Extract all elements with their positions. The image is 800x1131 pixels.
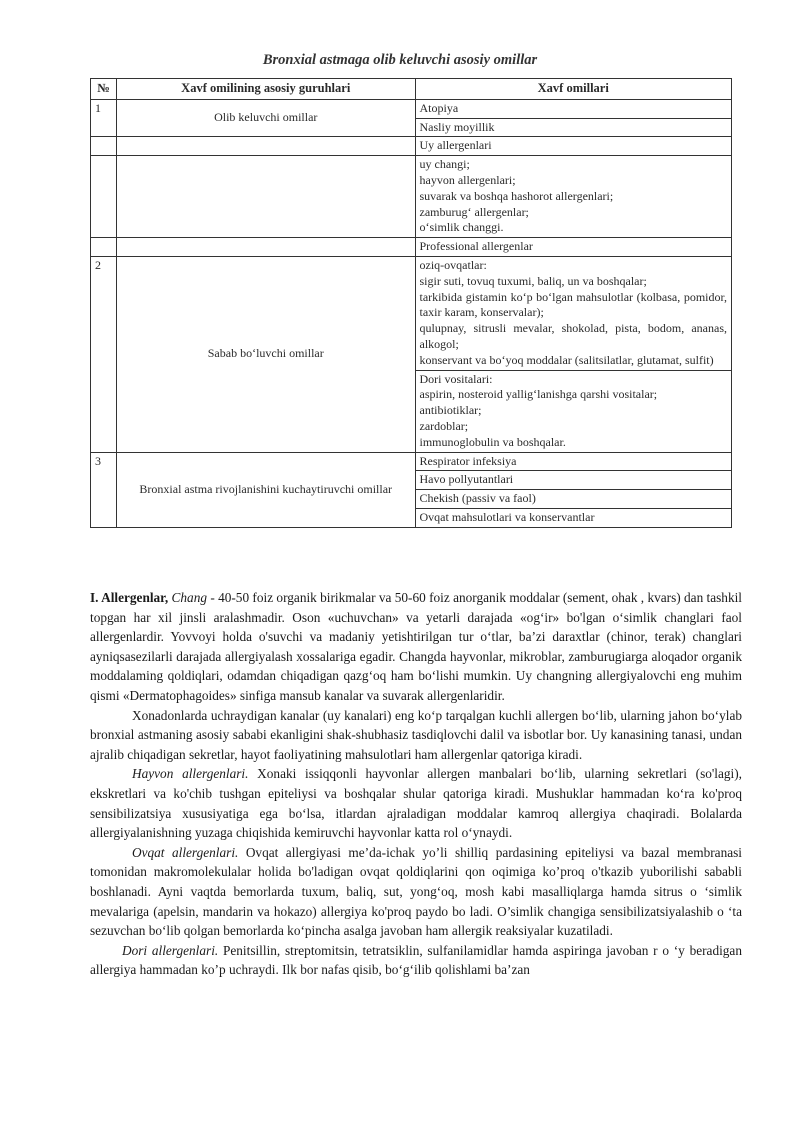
section-heading: I. Allergenlar, [90, 590, 169, 605]
group-name: Olib keluvchi omillar [116, 99, 415, 137]
term-chang: Chang [171, 590, 207, 605]
list-item: sigir suti, tovuq tuxumi, baliq, un va boshqalar; [419, 273, 647, 288]
risk-factors-table [90, 78, 732, 528]
row-number: 1 [91, 99, 117, 137]
table-row [91, 256, 732, 370]
paragraph-mites: Xonadonlarda uchraydigan kanalar (uy kanalari) eng ko‘p tarqalgan kuchli allergen bo‘lib, ularning jahon bo‘ylab bronxial astmaning asosiy sababi ekanligini shak-shubhasiz tasdiqlovchi dalil va isbotlar bor. Uy kanasining tanasi, undan ajralib chiqadigan sekretlar, hayot faoliyatining mahsulotlari ham allergenlar qatoriga kiradi. [90, 707, 742, 762]
list-item: oziq-ovqatlar: [419, 257, 487, 272]
factor-cell: Ovqat mahsulotlari va konservantlar [415, 508, 732, 527]
factor-cell: Respirator infeksiya [415, 452, 732, 471]
group-name: Bronxial astma rivojlanishini kuchaytiruvchi omillar [116, 452, 415, 527]
factor-cell: Atopiya [415, 99, 732, 118]
paragraph-text: - 40-50 foiz organik birikmalar va 50-60 foiz anorganik moddalar (sement, ohak , kvars) dan tashkil topgan har xil jinsli aralashmadir. Oson «uchuvchan» va yetarli darajada «og‘ir» bo'lgan o‘simlik changlari faol allergenlardir. Yovvoyi holda o'suvchi va madaniy yetishtirilgan tur o‘tlar, ba’zi daraxtlar (chinor, terak) changlari ayniqsasezilarli darajada allergiyalash xossalariga egadir. Changda hayvonlar, mikroblar, zamburugiarga aloqador organik moddalaming qoldiqlari, odamdan chiqadigan qazg‘oq ham bo‘lishi mumkin. Uy changning allergiyalovchi eng muhim qismi «Dermatophagoides» sinfiga mansub kanalar va suvarak allergenlaridir. [90, 590, 742, 703]
empty-cell [116, 156, 415, 238]
list-item: o‘simlik changgi. [419, 220, 504, 235]
term-food: Ovqat allergenlari. [132, 844, 239, 860]
list-item: tarkibida gistamin ko‘p bo‘lgan mahsulotlar (kolbasa, pomidor, taxir karam, konservalar); [419, 289, 727, 320]
list-item: konservant va bo‘yoq moddalar (salitsilatlar, glutamat, sulfit) [419, 352, 714, 367]
header-factors: Xavf omillari [415, 79, 732, 100]
paragraph-text: Penitsillin, streptomitsin, tetratsiklin, sulfanilamidlar hamda aspiringa javoban r o ‘y beradigan allergiya hammadan ko’p uchraydi. Ilk bor nafas qisib, bo‘g‘ilib qolishlami ba’zan [90, 942, 742, 978]
paragraph-animal-allergens [90, 764, 742, 842]
paragraph-drug-allergens [90, 941, 742, 980]
empty-cell [91, 238, 117, 257]
factor-cell: Havo pollyutantlari [415, 471, 732, 490]
list-item: qulupnay, sitrusli mevalar, shokolad, pista, bodom, ananas, alkogol; [419, 321, 727, 351]
body-text [90, 588, 742, 980]
empty-cell [91, 156, 117, 238]
drug-allergen-list [415, 370, 732, 452]
list-item: aspirin, nosteroid yallig‘lanishga qarshi vositalar; [419, 387, 658, 402]
house-allergen-list [415, 156, 732, 238]
factor-cell: Nasliy moyillik [415, 118, 732, 137]
paragraph-allergens [90, 588, 742, 706]
factor-cell: Professional allergenlar [415, 238, 732, 257]
table-row [91, 137, 732, 156]
list-item: suvarak va boshqa hashorot allergenlari; [419, 188, 614, 203]
table-row [91, 452, 732, 471]
list-item: hayvon allergenlari; [419, 172, 516, 187]
table-row [91, 238, 732, 257]
paragraph-text: Xonaki issiqqonli hayvonlar allergen manbalari bo‘lib, ularning sekretlari (so'lagi), ekskretlari va ko'chib tushgan epiteliysi va boshqalar shular qatoriga kiradi. Mushuklar hammadan ko‘ra ko'proq sensibilizatsiya xususiyatiga ega bo‘lsa, itlardan ajraladigan moddalar kamroq allergiya chaqiradi. Bolalarda allergiyalanishning yuzaga chiqishida kemiruvchi hayvonlar katta rol o‘ynaydi. [90, 766, 742, 841]
list-item: immunoglobulin va boshqalar. [419, 434, 566, 449]
term-drug: Dori allergenlari. [122, 942, 219, 958]
list-item: antibiotiklar; [419, 403, 482, 418]
list-item: Dori vositalari: [419, 371, 493, 386]
table-header-row [91, 79, 732, 100]
table-row [91, 156, 732, 238]
list-item: zamburug‘ allergenlar; [419, 204, 529, 219]
paragraph-text: Ovqat allergiyasi me’da-ichak yo’li shilliq pardasining epiteliysi va bazal membranasi tomonidan makromolekulalar holida bo'ladigan ovqat qoldiqlarini qon oqimiga ko’proq o'tkazib yuborilishi sababli boshlanadi. Ayni vaqtda bemorlarda tuxum, baliq, sut, yong‘oq, mosh kabi masalliqlarga hamda sitrus o ‘simlik mevalariga (apelsin, mandarin va hokazo) allergiya ko'proq paydo bo ladi. O’simlik changiga sensibilizatsiyalashib o ‘ta sezuvchan bo‘lib qolgan bemorlarda ko‘pincha asalga javoban ham allergik reaksiyalar kuzatiladi. [90, 844, 742, 939]
table-row [91, 99, 732, 118]
list-item: zardoblar; [419, 418, 469, 433]
paragraph-food-allergens [90, 843, 742, 941]
header-number: № [91, 79, 117, 100]
row-number: 3 [91, 452, 117, 527]
factor-cell: Uy allergenlari [415, 137, 732, 156]
empty-cell [91, 137, 117, 156]
empty-cell [116, 238, 415, 257]
row-number: 2 [91, 256, 117, 452]
empty-cell [116, 137, 415, 156]
group-name: Sabab bo‘luvchi omillar [116, 256, 415, 452]
list-item: uy changi; [419, 157, 470, 172]
header-groups: Xavf omilining asosiy guruhlari [116, 79, 415, 100]
table-title: Bronxial astmaga olib keluvchi asosiy omillar [262, 52, 538, 68]
food-allergen-list [415, 256, 732, 370]
factor-cell: Chekish (passiv va faol) [415, 490, 732, 509]
term-animal: Hayvon allergenlari. [132, 766, 249, 782]
